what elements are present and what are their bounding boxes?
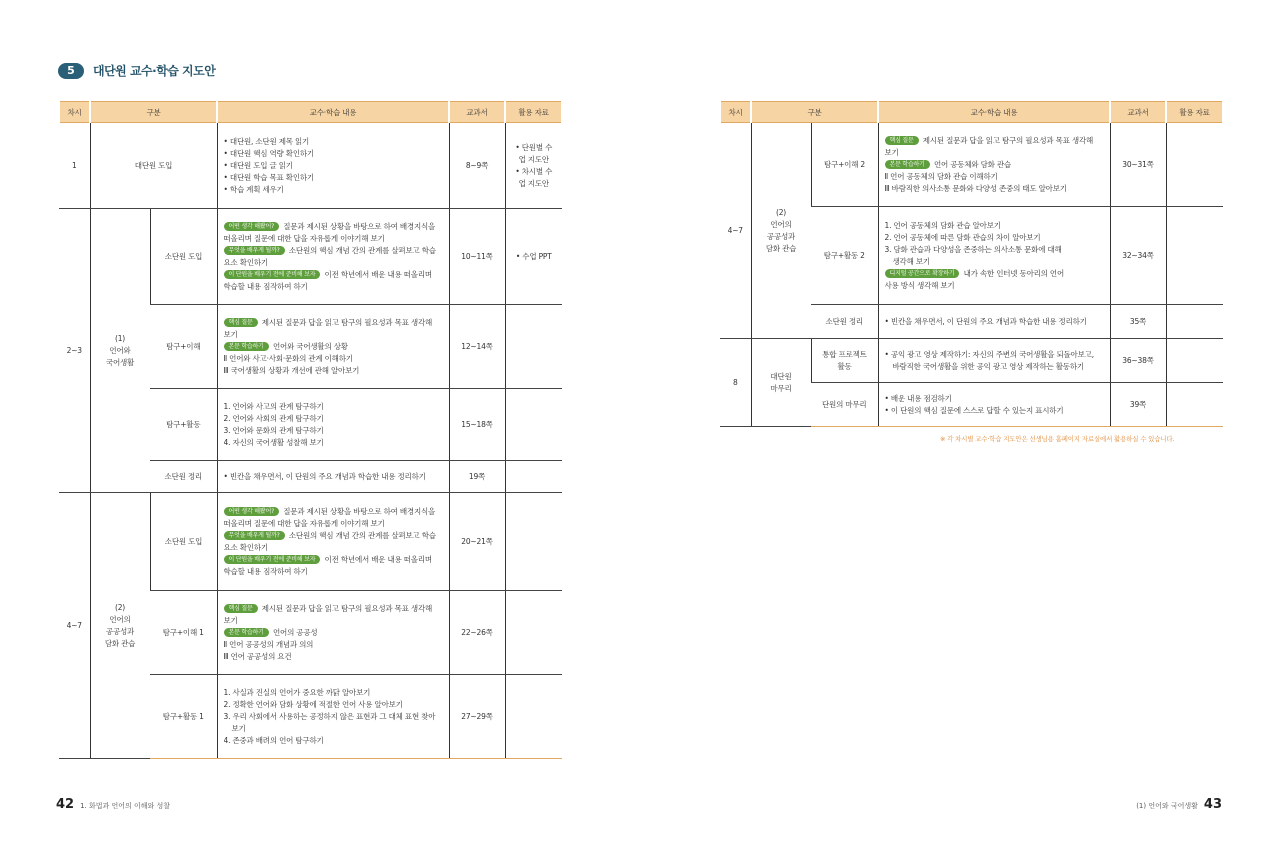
lesson-plan-table-right — [719, 101, 1224, 427]
content-line — [885, 268, 1104, 280]
content-line — [224, 506, 443, 518]
content-text: 2. 정확한 언어와 담화 상황에 적절한 언어 사용 알아보기 — [223, 699, 403, 709]
content-line — [224, 269, 443, 281]
col-content: 교수·학습 내용 — [878, 102, 1110, 123]
content-text: 소단원의 핵심 개념 간의 관계를 살펴보고 학습 — [286, 530, 436, 540]
materials-cell — [505, 461, 562, 493]
content-line — [885, 244, 1104, 256]
subunit-cell: 탐구+이해 2 — [811, 123, 878, 207]
content-line — [224, 257, 443, 269]
content-text: 3. 담화 관습과 다양성을 존중하는 의사소통 문화에 대해 — [884, 244, 1062, 254]
content-line — [224, 353, 443, 365]
content-text: 떠올리며 질문에 대한 답을 자유롭게 이야기해 보기 — [223, 518, 385, 528]
content-cell — [217, 675, 449, 759]
materials-cell — [505, 591, 562, 675]
activity-tag: 핵심 질문 — [885, 136, 919, 145]
unit-line: (2) — [775, 207, 787, 217]
content-line — [224, 365, 443, 377]
content-line: • 대단원 핵심 역량 확인하기 — [223, 148, 314, 158]
subunit-cell: 소단원 정리 — [811, 305, 878, 339]
session-cell: 1 — [59, 123, 90, 209]
content-cell — [878, 207, 1110, 305]
unit-line: 담화 관습 — [765, 243, 797, 253]
content-line — [224, 735, 443, 747]
content-text: 1. 언어와 사고의 관계 탐구하기 — [223, 401, 324, 411]
content-text: Ⅲ 국어생활의 상황과 개선에 관해 알아보기 — [223, 365, 360, 375]
content-text: 떠올리며 질문에 대한 답을 자유롭게 이야기해 보기 — [223, 233, 385, 243]
content-text: Ⅲ 바람직한 의사소통 문화와 다양성 존중의 태도 알아보기 — [884, 183, 1067, 193]
content-cell — [217, 493, 449, 591]
textbook-pages: 20~21쪽 — [449, 493, 505, 591]
content-text: 1. 언어 공동체의 담화 관습 알아보기 — [884, 220, 1001, 230]
col-materials: 활용 자료 — [505, 102, 562, 123]
subunit-cell — [811, 339, 878, 383]
unit-line: (1) — [114, 333, 126, 343]
col-textbook: 교과서 — [449, 102, 505, 123]
section-header — [58, 62, 215, 79]
content-text: 제시된 질문과 답을 읽고 탐구의 필요성과 목표 생각해 — [259, 317, 433, 327]
unit-cell — [90, 493, 150, 759]
content-text: 생각해 보기 — [892, 256, 930, 266]
activity-tag: 무엇을 배우게 될까? — [224, 531, 285, 540]
content-text: 요소 확인하기 — [223, 257, 268, 267]
table-row — [59, 209, 562, 305]
content-text: 바람직한 국어생활을 위한 공익 광고 영상 제작하는 활동하기 — [892, 361, 1084, 371]
unit-cell — [751, 339, 811, 427]
content-text: • 빈칸을 채우면서, 이 단원의 주요 개념과 학습한 내용 정리하기 — [223, 471, 426, 481]
content-text: 보기 — [223, 615, 238, 625]
content-text: 제시된 질문과 답을 읽고 탐구의 필요성과 목표 생각해 — [920, 135, 1094, 145]
division-cell: 대단원 도입 — [90, 123, 217, 209]
content-cell — [217, 461, 449, 493]
table-header-row — [720, 102, 1223, 123]
running-title-left: 1. 화법과 언어의 이해와 성찰 — [80, 802, 171, 810]
content-line — [224, 471, 443, 483]
activity-tag: 핵심 질문 — [224, 604, 258, 613]
textbook-pages: 35쪽 — [1110, 305, 1166, 339]
activity-tag: 디지털 공간으로 확장하기 — [885, 269, 960, 278]
content-line — [224, 341, 443, 353]
content-line — [224, 554, 443, 566]
activity-tag: 어떤 생각 해봤어? — [224, 507, 280, 516]
content-text: • 이 단원의 핵심 질문에 스스로 답할 수 있는지 표시하기 — [884, 405, 1064, 415]
unit-line: 언어와 — [109, 345, 131, 355]
content-cell — [217, 305, 449, 389]
content-cell — [217, 123, 449, 209]
materials-cell: • 수업 PPT — [505, 209, 562, 305]
col-session: 차시 — [59, 102, 90, 123]
content-cell — [217, 591, 449, 675]
content-line — [885, 405, 1104, 417]
activity-tag: 본문 학습하기 — [224, 342, 269, 351]
running-title-right: (1) 언어와 국어생활 — [1136, 802, 1198, 810]
subunit-cell: 소단원 도입 — [150, 209, 217, 305]
content-line — [885, 232, 1104, 244]
materials-line: 업 지도안 — [518, 178, 549, 188]
materials-cell — [1166, 305, 1223, 339]
subunit-cell: 단원의 마무리 — [811, 383, 878, 427]
content-text: 요소 확인하기 — [223, 542, 268, 552]
materials-cell — [505, 389, 562, 461]
subunit-line: 활동 — [837, 361, 852, 371]
activity-tag: 무엇을 배우게 될까? — [224, 246, 285, 255]
content-line: • 대단원 도입 글 읽기 — [223, 160, 293, 170]
textbook-pages: 15~18쪽 — [449, 389, 505, 461]
content-cell — [878, 383, 1110, 427]
content-text: 학습할 내용 짐작하여 하기 — [223, 281, 308, 291]
content-cell — [878, 123, 1110, 207]
content-line — [885, 183, 1104, 195]
content-text: 질문과 제시된 상황을 바탕으로 하여 배경지식을 — [281, 221, 436, 231]
content-line — [885, 159, 1104, 171]
content-line — [224, 651, 443, 663]
unit-cell — [751, 123, 811, 339]
textbook-pages: 36~38쪽 — [1110, 339, 1166, 383]
content-line — [224, 413, 443, 425]
content-line — [224, 566, 443, 578]
content-line — [224, 627, 443, 639]
lesson-plan-table-left — [58, 101, 563, 759]
unit-line: 국어생활 — [105, 357, 135, 367]
content-line — [224, 615, 443, 627]
materials-cell — [1166, 339, 1223, 383]
subunit-line: 통합 프로젝트 — [822, 349, 867, 359]
page-number-right: 43 — [1203, 797, 1222, 812]
content-line — [885, 316, 1104, 328]
footer-left — [56, 797, 176, 812]
materials-cell — [1166, 207, 1223, 305]
materials-line: • 단원별 수 — [515, 142, 553, 152]
textbook-pages: 12~14쪽 — [449, 305, 505, 389]
materials-cell — [505, 305, 562, 389]
content-text: 2. 언어 공동체에 따른 담화 관습의 차이 알아보기 — [884, 232, 1041, 242]
content-line — [885, 393, 1104, 405]
col-content: 교수·학습 내용 — [217, 102, 449, 123]
content-line — [885, 147, 1104, 159]
content-text: Ⅱ 언어와 사고·사회·문화의 관계 이해하기 — [223, 353, 353, 363]
content-cell — [878, 339, 1110, 383]
textbook-pages: 27~29쪽 — [449, 675, 505, 759]
unit-line: 마무리 — [770, 383, 792, 393]
content-text: • 빈칸을 채우면서, 이 단원의 주요 개념과 학습한 내용 정리하기 — [884, 316, 1087, 326]
content-line — [224, 317, 443, 329]
content-line — [224, 639, 443, 651]
content-text: 보기 — [223, 329, 238, 339]
content-text: 언어의 공공성 — [270, 627, 318, 637]
content-line — [224, 687, 443, 699]
subunit-cell: 탐구+활동 — [150, 389, 217, 461]
content-line: • 학습 계획 세우기 — [223, 184, 284, 194]
content-text: 보기 — [231, 723, 246, 733]
materials-cell — [505, 675, 562, 759]
page-number-left: 42 — [56, 797, 75, 812]
content-line — [224, 233, 443, 245]
activity-tag: 이 단원을 배우기 전에 준비해 보자 — [224, 555, 321, 564]
content-text: 내가 속한 인터넷 동아리의 언어 — [961, 268, 1064, 278]
content-line: • 대단원 학습 목표 확인하기 — [223, 172, 314, 182]
content-line — [885, 135, 1104, 147]
content-text: 소단원의 핵심 개념 간의 관계를 살펴보고 학습 — [286, 245, 436, 255]
table-row — [59, 123, 562, 209]
content-text: 이전 학년에서 배운 내용 떠올리며 — [322, 554, 432, 564]
content-text: 3. 언어와 문화의 관계 탐구하기 — [223, 425, 324, 435]
content-cell — [878, 305, 1110, 339]
materials-cell — [1166, 123, 1223, 207]
col-materials: 활용 자료 — [1166, 102, 1223, 123]
col-division: 구분 — [751, 102, 878, 123]
subunit-cell: 탐구+활동 1 — [150, 675, 217, 759]
section-number: 5 — [58, 63, 84, 79]
subunit-cell: 탐구+이해 — [150, 305, 217, 389]
content-text: 이전 학년에서 배운 내용 떠올리며 — [322, 269, 432, 279]
subunit-cell: 탐구+이해 1 — [150, 591, 217, 675]
col-division: 구분 — [90, 102, 217, 123]
materials-cell — [1166, 383, 1223, 427]
content-line — [885, 171, 1104, 183]
content-cell — [217, 389, 449, 461]
content-text: • 배운 내용 점검하기 — [884, 393, 952, 403]
content-text: 보기 — [884, 147, 899, 157]
activity-tag: 이 단원을 배우기 전에 준비해 보자 — [224, 270, 321, 279]
content-line — [224, 281, 443, 293]
footnote: ※ 각 차시별 교수·학습 지도안은 선생님용 홈페이지 자료실에서 활용하실 수 있습니다. — [940, 435, 1175, 443]
content-text: 1. 사실과 진실의 언어가 중요한 까닭 알아보기 — [223, 687, 371, 697]
textbook-pages: 30~31쪽 — [1110, 123, 1166, 207]
content-line — [224, 221, 443, 233]
unit-line: 공공성과 — [105, 626, 135, 636]
subunit-cell: 소단원 정리 — [150, 461, 217, 493]
content-line — [224, 245, 443, 257]
content-text: 학습할 내용 짐작하여 하기 — [223, 566, 308, 576]
content-line — [224, 711, 443, 723]
session-cell: 2~3 — [59, 209, 90, 493]
content-line — [885, 361, 1104, 373]
content-text: Ⅲ 언어 공공성의 요건 — [223, 651, 292, 661]
materials-cell — [505, 123, 562, 209]
table-row — [720, 339, 1223, 383]
unit-cell — [90, 209, 150, 493]
textbook-pages: 8~9쪽 — [449, 123, 505, 209]
content-cell — [217, 209, 449, 305]
content-line — [885, 349, 1104, 361]
content-text: 언어와 국어생활의 상황 — [270, 341, 348, 351]
content-line — [224, 699, 443, 711]
table-row — [59, 493, 562, 591]
content-line — [885, 256, 1104, 268]
session-cell: 4~7 — [59, 493, 90, 759]
session-cell: 4~7 — [720, 123, 751, 339]
col-textbook: 교과서 — [1110, 102, 1166, 123]
section-title: 대단원 교수·학습 지도안 — [93, 64, 216, 78]
unit-line: 언어의 — [770, 219, 792, 229]
content-text: 제시된 질문과 답을 읽고 탐구의 필요성과 목표 생각해 — [259, 603, 433, 613]
subunit-cell: 소단원 도입 — [150, 493, 217, 591]
col-session: 차시 — [720, 102, 751, 123]
unit-line: 대단원 — [770, 371, 792, 381]
textbook-pages: 19쪽 — [449, 461, 505, 493]
content-line — [224, 542, 443, 554]
unit-line: (2) — [114, 602, 126, 612]
content-text: 언어 공동체와 담화 관습 — [931, 159, 1011, 169]
content-line — [224, 425, 443, 437]
content-text: 4. 자신의 국어생활 성찰해 보기 — [223, 437, 324, 447]
content-text: Ⅱ 언어 공동체의 담화 관습 이해하기 — [884, 171, 998, 181]
textbook-pages: 22~26쪽 — [449, 591, 505, 675]
content-line — [224, 603, 443, 615]
unit-line: 담화 관습 — [104, 638, 136, 648]
textbook-pages: 32~34쪽 — [1110, 207, 1166, 305]
textbook-pages: 10~11쪽 — [449, 209, 505, 305]
content-line — [224, 401, 443, 413]
content-line — [224, 329, 443, 341]
content-text: 2. 언어와 사회의 관계 탐구하기 — [223, 413, 324, 423]
content-text: • 공익 광고 영상 제작하기: 자신의 주변의 국어생활을 되돌아보고, — [884, 349, 1094, 359]
subunit-cell: 탐구+활동 2 — [811, 207, 878, 305]
content-text: 4. 존중과 배려의 언어 탐구하기 — [223, 735, 324, 745]
content-text: Ⅱ 언어 공공성의 개념과 의의 — [223, 639, 314, 649]
content-line — [224, 437, 443, 449]
content-text: 질문과 제시된 상황을 바탕으로 하여 배경지식을 — [281, 506, 436, 516]
content-text: 사용 방식 생각해 보기 — [884, 280, 955, 290]
table-header-row — [59, 102, 562, 123]
materials-line: • 차시별 수 — [515, 166, 553, 176]
activity-tag: 핵심 질문 — [224, 318, 258, 327]
content-line — [224, 518, 443, 530]
content-line — [885, 220, 1104, 232]
content-line: • 대단원, 소단원 제목 읽기 — [223, 136, 310, 146]
session-cell: 8 — [720, 339, 751, 427]
activity-tag: 본문 학습하기 — [224, 628, 269, 637]
unit-line: 공공성과 — [766, 231, 796, 241]
content-line — [224, 530, 443, 542]
textbook-pages: 39쪽 — [1110, 383, 1166, 427]
content-line — [224, 723, 443, 735]
footer-right — [1130, 797, 1222, 812]
materials-cell — [505, 493, 562, 591]
unit-line: 언어의 — [109, 614, 131, 624]
table-row — [720, 123, 1223, 207]
materials-line: 업 지도안 — [518, 154, 549, 164]
activity-tag: 어떤 생각 해봤어? — [224, 222, 280, 231]
activity-tag: 본문 학습하기 — [885, 160, 930, 169]
content-line — [885, 280, 1104, 292]
content-text: 3. 우리 사회에서 사용하는 공정하지 않은 표현과 그 대체 표현 찾아 — [223, 711, 436, 721]
